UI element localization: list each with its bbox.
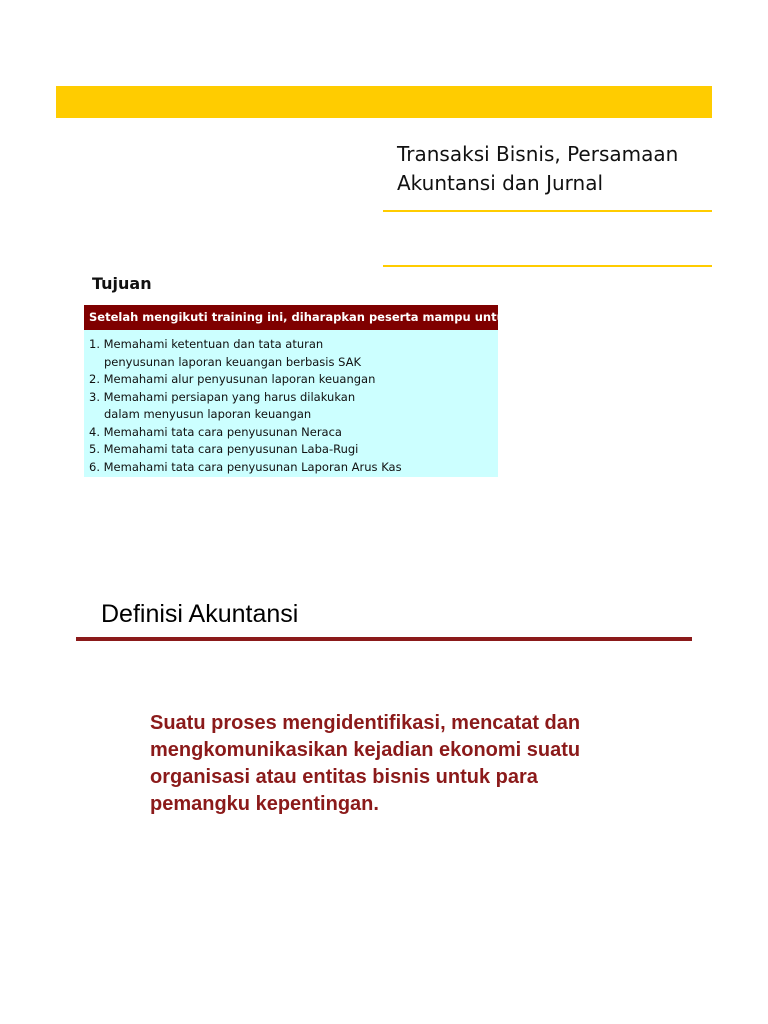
definition-line-4: pemangku kepentingan. [150,793,379,815]
objective-item-text: 3. Memahami persiapan yang harus dilakukan [89,389,356,404]
objective-item-text: 6. Memahami tata cara penyusunan Laporan Arus Kas [89,459,402,474]
definition-text [150,710,650,818]
objectives-box [84,305,518,477]
objective-item-continuation: dalam menyusun laporan keuangan [104,407,312,421]
slide-title-line-2: Akuntansi dan Jurnal [397,171,604,195]
objective-item-text: 1. Memahami ketentuan dan tata aturan [89,337,324,351]
objective-item-text: 5. Memahami tata cara penyusunan Laba-Rugi [89,442,359,456]
definition-line-1: Suatu proses mengidentifikasi, mencatat dan [150,712,581,734]
slide-title [397,140,717,198]
definition-line-3: organisasi atau entitas bisnis untuk para [150,766,538,788]
objective-item-text: 2. Memahami alur penyusunan laporan keuangan [89,372,376,386]
objective-item-text: 4. Memahami tata cara penyusunan Neraca [89,424,342,439]
objective-item-6 [89,459,498,477]
objectives-intro: Setelah mengikuti training ini, diharapkan peserta mampu untuk: [84,305,498,330]
objective-item-4 [89,424,498,442]
objective-item-continuation: penyusunan laporan keuangan berbasis SAK [104,354,362,369]
header-accent-bar [56,86,712,118]
objective-item-1 [89,336,498,371]
title-divider-top [383,210,712,212]
objectives-list [84,330,498,476]
definition-divider [76,637,692,641]
definition-heading: Definisi Akuntansi [101,600,299,628]
objectives-heading: Tujuan [92,274,152,293]
objective-item-2 [89,371,498,389]
objective-item-3 [89,389,498,424]
definition-line-2: mengkomunikasikan kejadian ekonomi suatu [150,739,581,761]
slide-title-line-1: Transaksi Bisnis, Persamaan [397,142,679,166]
objective-item-5 [89,441,498,459]
title-divider-bottom [383,265,712,267]
